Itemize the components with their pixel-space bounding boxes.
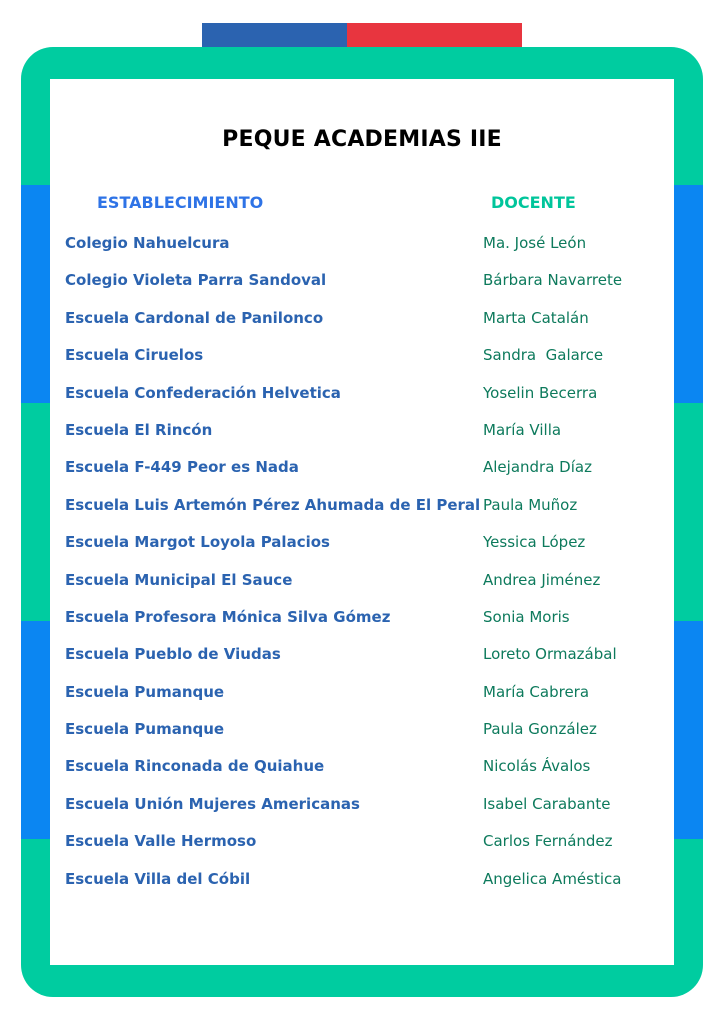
list-item — [0, 454, 724, 491]
teacher-name: Andrea Jiménez — [483, 570, 601, 589]
list-item — [0, 380, 724, 417]
column-header-teacher: DOCENTE — [491, 193, 576, 212]
list-item — [0, 828, 724, 865]
teacher-name: María Cabrera — [483, 682, 590, 701]
list-item — [0, 417, 724, 454]
list-item — [0, 529, 724, 566]
teacher-name: Yoselin Becerra — [483, 383, 598, 402]
school-name: Escuela Profesora Mónica Silva Gómez — [65, 607, 391, 626]
school-name: Escuela Municipal El Sauce — [65, 570, 293, 589]
school-name: Escuela Confederación Helvetica — [65, 383, 341, 402]
teacher-name: Angelica Améstica — [483, 869, 622, 888]
school-name: Escuela Rinconada de Quiahue — [65, 757, 325, 776]
list-item — [0, 753, 724, 790]
teacher-name: Nicolás Ávalos — [483, 757, 591, 776]
teacher-name: Alejandra Díaz — [483, 458, 592, 477]
school-name: Escuela Pueblo de Viudas — [65, 645, 281, 664]
page-title: PEQUE ACADEMIAS IIE — [222, 127, 502, 152]
list-item — [0, 305, 724, 342]
list-item — [0, 342, 724, 379]
school-name: Colegio Nahuelcura — [65, 234, 230, 252]
teacher-name: Marta Catalán — [483, 308, 589, 327]
school-name: Escuela El Rincón — [65, 420, 213, 439]
school-name: Escuela Valle Hermoso — [65, 832, 257, 851]
column-header-school: ESTABLECIMIENTO — [97, 193, 264, 212]
teacher-name: Sandra Galarce — [483, 346, 604, 365]
academies-list — [0, 230, 724, 903]
list-item — [0, 641, 724, 678]
teacher-name: Loreto Ormazábal — [483, 645, 617, 664]
teacher-name: Paula Muñoz — [483, 495, 578, 514]
flag-red-stripe — [347, 23, 522, 47]
school-name: Colegio Violeta Parra Sandoval — [65, 271, 327, 290]
flag-blue-stripe — [202, 23, 347, 47]
teacher-name: Bárbara Navarrete — [483, 271, 623, 290]
teacher-name: Paula González — [483, 720, 597, 739]
school-name: Escuela Margot Loyola Palacios — [65, 533, 330, 552]
teacher-name: María Villa — [483, 420, 562, 439]
school-name: Escuela Unión Mujeres Americanas — [65, 794, 360, 813]
list-item — [0, 567, 724, 604]
list-item — [0, 866, 724, 903]
list-item — [0, 230, 724, 267]
list-item — [0, 492, 724, 529]
school-name: Escuela Luis Artemón Pérez Ahumada de El Peral — [65, 495, 481, 514]
list-item — [0, 716, 724, 753]
school-name: Escuela Ciruelos — [65, 346, 204, 365]
list-item — [0, 267, 724, 304]
school-name: Escuela Cardonal de Panilonco — [65, 308, 324, 327]
list-item — [0, 604, 724, 641]
school-name: Escuela Pumanque — [65, 682, 225, 701]
list-item — [0, 679, 724, 716]
teacher-name: Isabel Carabante — [483, 794, 611, 813]
teacher-name: Yessica López — [483, 533, 586, 552]
list-item — [0, 791, 724, 828]
teacher-name: Sonia Moris — [483, 607, 570, 626]
teacher-name: Carlos Fernández — [483, 832, 613, 851]
school-name: Escuela F-449 Peor es Nada — [65, 458, 299, 477]
teacher-name: Ma. José León — [483, 234, 587, 252]
school-name: Escuela Villa del Cóbil — [65, 869, 251, 888]
school-name: Escuela Pumanque — [65, 720, 225, 739]
